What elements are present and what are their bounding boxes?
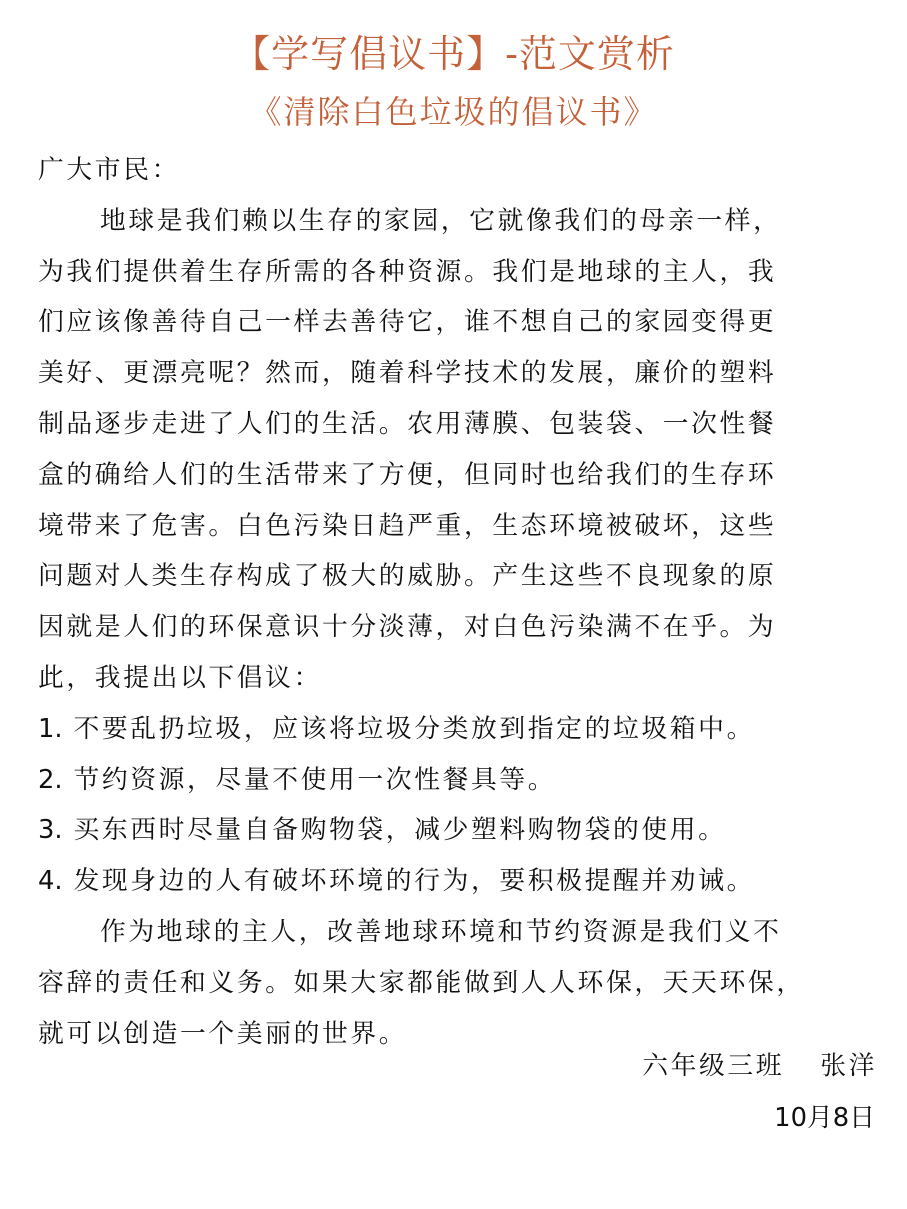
paragraph1-line: 制品逐步走进了人们的生活。农用薄膜、包装袋、一次性餐 [38,408,777,439]
proposal-item [38,704,870,755]
paragraph1-line: 地球是我们赖以生存的家园，它就像我们的母亲一样， [100,205,782,236]
closing-line: 容辞的责任和义务。如果大家都能做到人人环保，天天环保， [38,967,805,998]
letter-subtitle: 《清除白色垃圾的倡议书》 [249,93,658,131]
paragraph1-line: 为我们提供着生存所需的各种资源。我们是地球的主人，我 [38,256,777,287]
paragraph1-line: 此，我提出以下倡议： [38,662,322,693]
salutation: 广大市民： [38,155,180,185]
proposal-text: 买东西时尽量自备购物袋，减少塑料购物袋的使用。 [73,815,727,846]
proposal-text: 不要乱扔垃圾，应该将垃圾分类放到指定的垃圾箱中。 [73,713,755,744]
paragraph1-line: 盒的确给人们的生活带来了方便，但同时也给我们的生存环 [38,459,777,490]
page-title: 【学写倡议书】-范文赏析 [232,32,675,76]
closing-line: 作为地球的主人，改善地球环境和节约资源是我们义不 [100,916,782,947]
paragraph1-line: 因就是人们的环保意识十分淡薄，对白色污染满不在乎。为 [38,612,777,643]
paragraph1-line: 问题对人类生存构成了极大的威胁。产生这些不良现象的原 [38,561,777,592]
proposal-item [38,856,870,907]
proposal-text: 发现身边的人有破坏环境的行为，要积极提醒并劝诫。 [73,866,755,897]
proposal-number: 3. [38,815,63,846]
paragraph1-line: 美好、更漂亮呢？然而，随着科学技术的发展，廉价的塑料 [38,358,777,389]
signature-name: 张洋 [820,1051,877,1081]
paragraph1-line: 境带来了危害。白色污染日趋严重，生态环境被破坏，这些 [38,510,777,541]
signature-date: 10月8日 [774,1103,875,1133]
letter-body [38,145,870,1059]
proposal-number: 2. [38,764,63,795]
proposal-item [38,755,870,806]
paragraph1-line: 们应该像善待自己一样去善待它，谁不想自己的家园变得更 [38,307,777,338]
proposal-item [38,805,870,856]
signature-line [642,1043,877,1089]
proposal-text: 节约资源，尽量不使用一次性餐具等。 [73,764,557,795]
proposal-number: 1. [38,713,63,744]
signature-class: 六年级三班 [642,1051,785,1081]
closing-line: 就可以创造一个美丽的世界。 [38,1018,408,1049]
proposal-number: 4. [38,866,63,897]
